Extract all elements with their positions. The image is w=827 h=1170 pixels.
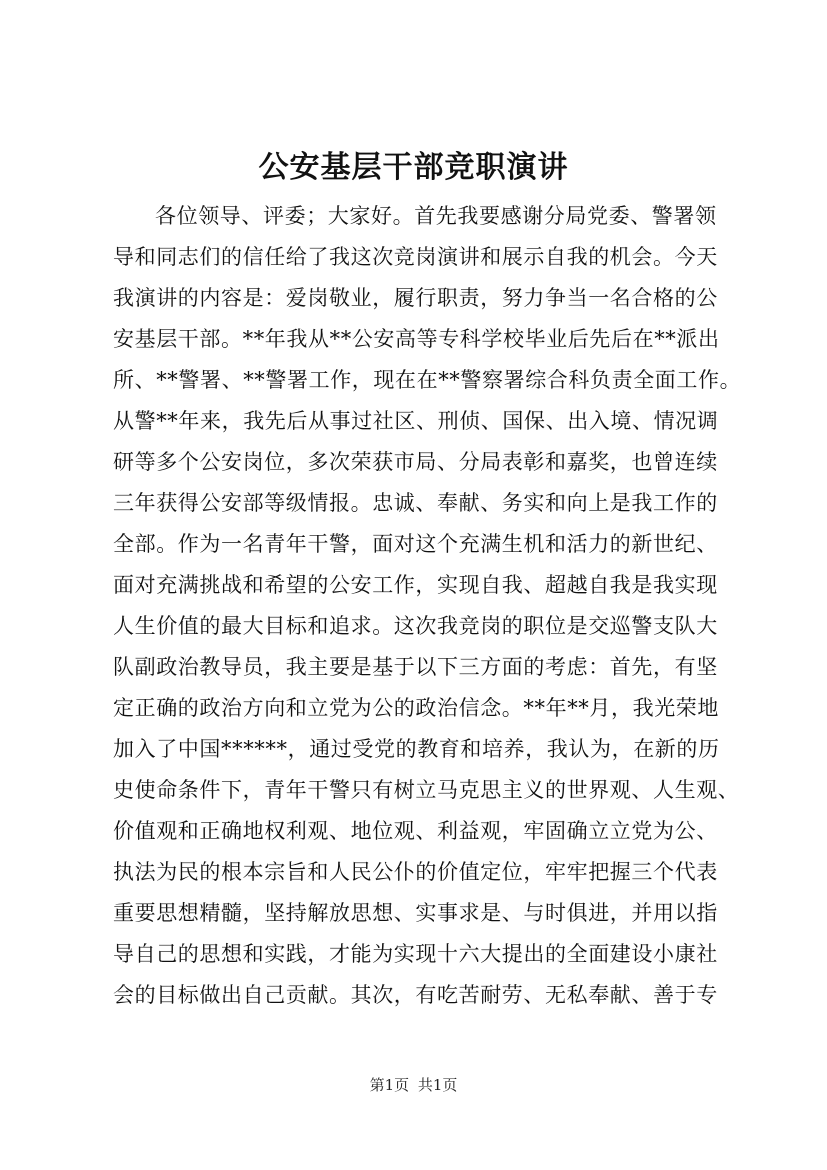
page-total: 共1页 bbox=[417, 1076, 458, 1094]
document-body bbox=[113, 196, 753, 1016]
body-line: 执法为民的根本宗旨和人民公仆的价值定位，牢牢把握三个代表 bbox=[113, 860, 718, 884]
body-line: 加入了中国******，通过受党的教育和培养，我认为，在新的历 bbox=[113, 737, 720, 761]
body-line: 导自己的思想和实践，才能为实现十六大提出的全面建设小康社 bbox=[113, 942, 718, 966]
body-line: 各位领导、评委；大家好。首先我要感谢分局党委、警署领 bbox=[155, 204, 717, 228]
body-line: 三年获得公安部等级情报。忠诚、奉献、务实和向上是我工作的 bbox=[113, 491, 718, 515]
body-line: 价值观和正确地权利观、地位观、利益观，牢固确立立党为公、 bbox=[113, 819, 718, 843]
body-line: 从警**年来，我先后从事过社区、刑侦、国保、出入境、情况调 bbox=[113, 409, 719, 433]
body-line: 会的目标做出自己贡献。其次，有吃苦耐劳、无私奉献、善于专 bbox=[113, 983, 718, 1007]
document-title: 公安基层干部竞职演讲 bbox=[258, 150, 569, 185]
body-line: 安基层干部。**年我从**公安高等专科学校毕业后先后在**派出 bbox=[113, 327, 720, 351]
body-line: 人生价值的最大目标和追求。这次我竞岗的职位是交巡警支队大 bbox=[113, 614, 718, 638]
page-footer bbox=[0, 1075, 827, 1095]
body-line: 全部。作为一名青年干警，面对这个充满生机和活力的新世纪、 bbox=[113, 532, 718, 556]
body-line: 面对充满挑战和希望的公安工作，实现自我、超越自我是我实现 bbox=[113, 573, 718, 597]
page-number: 第1页 bbox=[369, 1076, 410, 1094]
body-line: 史使命条件下，青年干警只有树立马克思主义的世界观、人生观、 bbox=[113, 778, 740, 802]
body-line: 我演讲的内容是：爱岗敬业，履行职责，努力争当一名合格的公 bbox=[113, 286, 718, 310]
body-line: 导和同志们的信任给了我这次竞岗演讲和展示自我的机会。今天 bbox=[113, 245, 718, 269]
body-line: 所、**警署、**警署工作，现在在**警察署综合科负责全面工作。 bbox=[113, 368, 742, 392]
body-line: 定正确的政治方向和立党为公的政治信念。**年**月，我光荣地 bbox=[113, 696, 719, 720]
body-line: 队副政治教导员，我主要是基于以下三方面的考虑：首先，有坚 bbox=[113, 655, 718, 679]
body-line: 重要思想精髓，坚持解放思想、实事求是、与时俱进，并用以指 bbox=[113, 901, 718, 925]
body-line: 研等多个公安岗位，多次荣获市局、分局表彰和嘉奖，也曾连续 bbox=[113, 450, 718, 474]
